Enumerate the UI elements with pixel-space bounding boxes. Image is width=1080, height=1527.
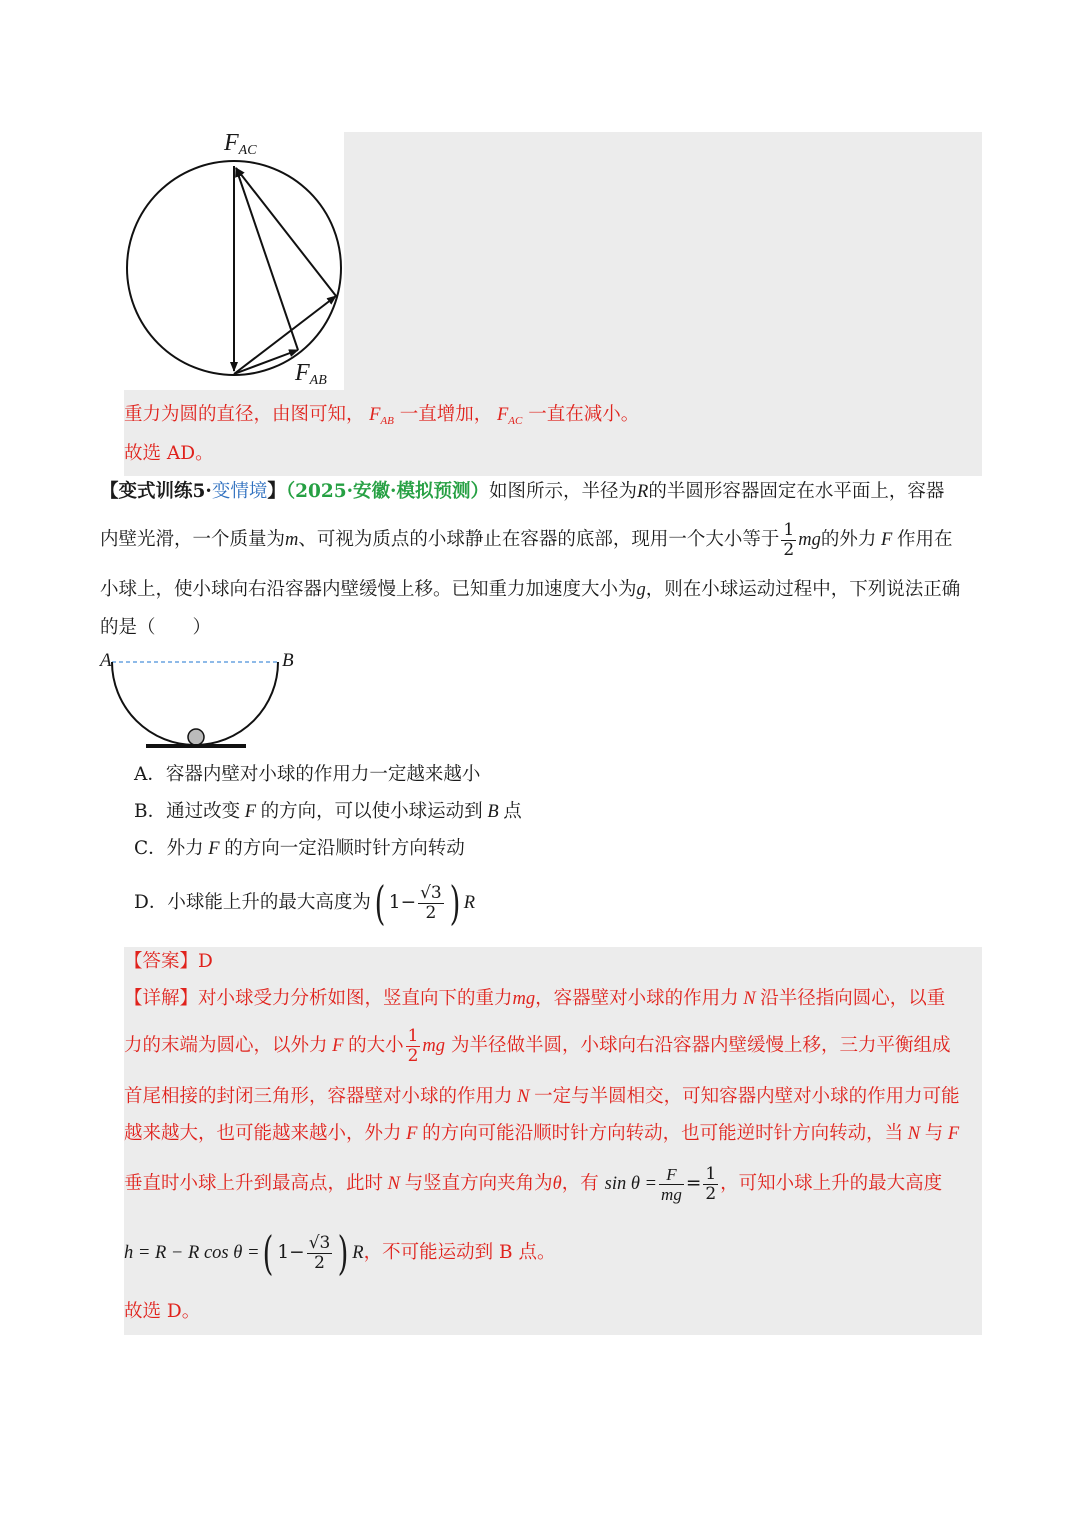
- prev-solution-choice: 故选 AD。: [124, 443, 214, 464]
- semicircle-container-figure: [100, 648, 300, 754]
- question-line-3: 小球上，使小球向右沿容器内壁缓慢上移。已知重力加速度大小为g，则在小球运动过程中，下列说法正确: [100, 579, 961, 600]
- question-line-1: 【变式训练5·变情境】（2025·安徽·模拟预测）如图所示，半径为R的半圆形容器固定在水平面上，容器: [100, 481, 945, 502]
- option-a[interactable]: A．容器内壁对小球的作用力一定越来越小: [134, 764, 481, 785]
- label-f-ab: $F_{AB}$: [295, 360, 327, 388]
- prev-solution-line: 重力为圆的直径，由图可知， $F_{AB}$ 一直增加， $F_{AC}$ 一直在减小。: [124, 404, 640, 427]
- detail-line-5: 垂直时小球上升到最高点，此时 N 与竖直方向夹角为θ，有 sin θ = $\frac{F}{mg}$ = $\frac{1}{2}$ ，可知小球上升的最大高度: [124, 1163, 943, 1204]
- detail-line-6: h = R − R cos θ =( 1− $\frac{√3}{2}$ ) R，不可能运动到 B 点。: [124, 1226, 556, 1280]
- question-line-4: 的是（ ）: [100, 617, 212, 638]
- detail-line-2: 力的末端为圆心，以外力 F 的大小 $\frac{1}{2}$ mg 为半径做半圆，小球向右沿容器内壁缓慢上移，三力平衡组成: [124, 1025, 951, 1066]
- answer-line: 【答案】D: [124, 951, 213, 972]
- final-choice: 故选 D。: [124, 1301, 201, 1322]
- label-f-ac: $F_{AC}$: [224, 130, 257, 158]
- prev-solution-box: [344, 132, 982, 390]
- detail-line-1: 【详解】对小球受力分析如图，竖直向下的重力mg，容器壁对小球的作用力 N 沿半径指向圆心，以重: [124, 988, 946, 1009]
- label-b: B: [282, 650, 294, 671]
- option-d[interactable]: D．小球能上升的最大高度为( 1− $\frac{√3}{2}$ ) R: [134, 876, 476, 930]
- ball: [188, 729, 204, 745]
- option-c[interactable]: C．外力 F 的方向一定沿顺时针方向转动: [134, 838, 465, 859]
- detail-line-4: 越来越大，也可能越来越小，外力 F 的方向可能沿顺时针方向转动，也可能逆时针方向转动，当 N 与 F: [124, 1123, 960, 1144]
- force-circle-figure: [118, 128, 346, 390]
- detail-line-3: 首尾相接的封闭三角形，容器壁对小球的作用力 N 一定与半圆相交，可知容器内壁对小球的作用力可能: [124, 1086, 960, 1107]
- label-a: A: [100, 650, 112, 671]
- question-line-2: 内壁光滑，一个质量为m、可视为质点的小球静止在容器的底部，现用一个大小等于 $\frac{1}{2}$ mg的外力 F 作用在: [100, 519, 953, 560]
- option-b[interactable]: B．通过改变 F 的方向，可以使小球运动到 B 点: [134, 801, 522, 822]
